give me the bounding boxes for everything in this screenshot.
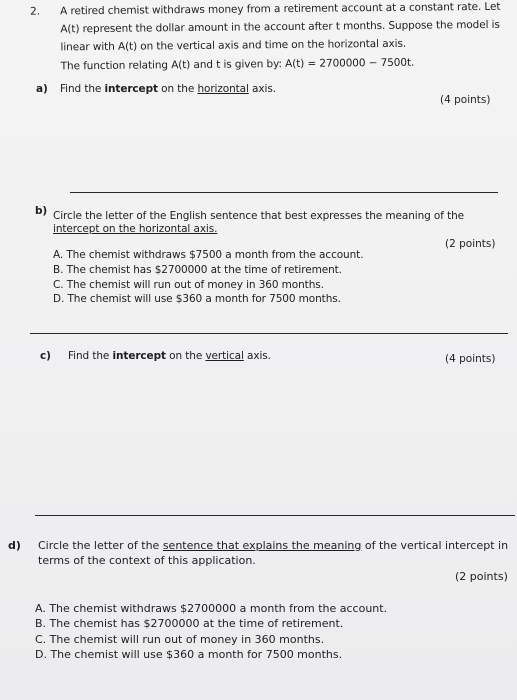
part-d-line-1-pre: Circle the letter of the [38,539,163,552]
part-b-option-a[interactable]: A. The chemist withdraws $7500 a month from the account. [53,249,364,261]
part-d-option-d[interactable]: D. The chemist will use $360 a month for 7500 months. [35,648,343,661]
part-d-points: (2 points) [455,570,508,583]
part-d-option-c[interactable]: C. The chemist will run out of money in 360 months. [35,633,325,646]
part-b-option-d[interactable]: D. The chemist will use $360 a month for 7500 months. [53,293,341,305]
part-c-text-pre: Find the [68,350,113,362]
part-a-text-mid: on the [157,83,198,95]
answer-line-c [35,515,515,516]
question-number: 2. [30,5,41,18]
part-d-line-1 [38,539,508,553]
part-a-text-pre: Find the [60,83,105,95]
part-b-option-b[interactable]: B. The chemist has $2700000 at the time of retirement. [53,264,342,276]
part-c-letter: c) [40,350,51,362]
part-d-line-1-underline: sentence that explains the meaning [162,539,362,552]
part-c-text-mid: on the [165,350,206,362]
part-b-line-2: intercept on the horizontal axis. [53,223,218,235]
answer-line-a [70,192,498,193]
part-b-letter: b) [35,205,48,217]
part-a-text-bold: intercept [104,83,158,95]
part-c-text-bold: intercept [112,350,166,362]
part-d-letter: d) [8,539,21,552]
part-d-option-b[interactable]: B. The chemist has $2700000 at the time of retirement. [35,617,344,630]
part-b-option-c[interactable]: C. The chemist will run out of money in 360 months. [53,279,324,291]
part-a-text-post: axis. [248,83,276,95]
part-a-prompt [60,82,276,96]
part-a-text-underline: horizontal [197,83,249,95]
divider-line-b [30,333,508,334]
part-b-line-1: Circle the letter of the English sentence that best expresses the meaning of the [53,210,465,222]
part-c-text-underline: vertical [205,350,244,362]
part-d-option-a[interactable]: A. The chemist withdraws $2700000 a month from the account. [35,602,388,615]
question-stem-line-3: linear with A(t) on the vertical axis and time on the horizontal axis. [60,37,407,54]
part-d-line-1-post: of the vertical intercept in [361,539,509,552]
part-c-points: (4 points) [445,353,496,365]
part-d-line-2: terms of the context of this application. [38,554,256,567]
part-b-points: (2 points) [445,238,496,250]
part-c-text-post: axis. [243,350,271,362]
part-a-points: (4 points) [440,94,491,106]
part-c-prompt [68,349,271,363]
question-stem-line-2: A(t) represent the dollar amount in the account after t months. Suppose the model is [60,18,500,36]
part-a-letter: a) [36,83,48,95]
question-stem-line-1: A retired chemist withdraws money from a retirement account at a constant rate. Let [60,0,501,18]
question-stem-line-4: The function relating A(t) and t is given by: A(t) = 2700000 − 7500t. [60,56,415,73]
